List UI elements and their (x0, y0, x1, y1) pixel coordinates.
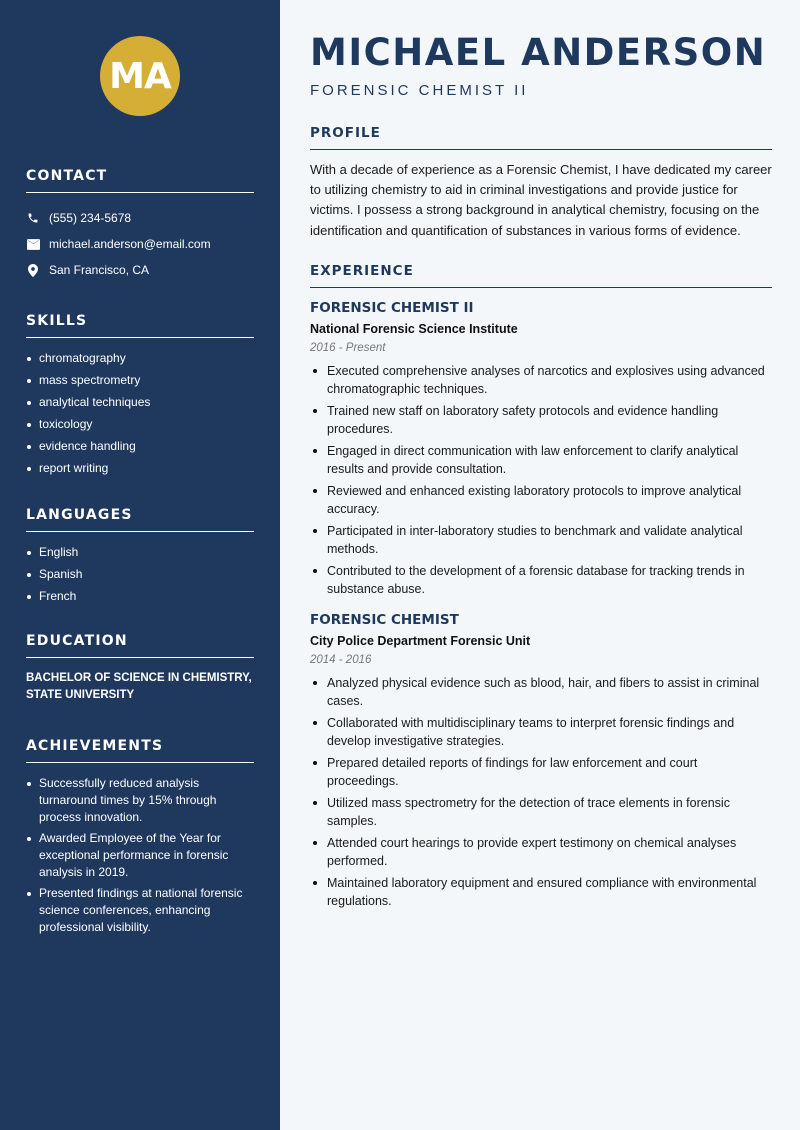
skill-item: mass spectrometry (26, 372, 254, 389)
contact-location-text: San Francisco, CA (49, 263, 150, 277)
phone-icon (26, 211, 40, 225)
achievements-list (26, 775, 254, 936)
job-dates: 2014 - 2016 (310, 653, 372, 666)
avatar: MA (100, 36, 180, 116)
contact-list (26, 205, 254, 283)
job-bullet: Utilized mass spectrometry for the detection of trace elements in forensic samples. (310, 794, 772, 830)
job-bullet: Reviewed and enhanced existing laboratory protocols to improve analytical accuracy. (310, 482, 772, 518)
achievement-item: Successfully reduced analysis turnaround times by 15% through process innovation. (26, 775, 254, 826)
contact-heading: CONTACT (26, 168, 254, 193)
achievements-section (26, 738, 254, 936)
education-section (26, 633, 254, 704)
contact-section (26, 168, 254, 283)
education-heading: EDUCATION (26, 633, 254, 658)
education-degree: BACHELOR OF SCIENCE IN CHEMISTRY, STATE UNIVERSITY (26, 672, 252, 701)
job-bullet: Contributed to the development of a forensic database for tracking trends in substance abuse. (310, 562, 772, 598)
job-company: National Forensic Science Institute (310, 321, 518, 336)
contact-email (26, 231, 254, 257)
skill-item: evidence handling (26, 438, 254, 455)
skill-item: chromatography (26, 350, 254, 367)
skill-item: toxicology (26, 416, 254, 433)
job-bullet: Executed comprehensive analyses of narcotics and explosives using advanced chromatographic techniques. (310, 362, 772, 398)
job-bullet: Engaged in direct communication with law enforcement to clarify analytical results and provide consultation. (310, 442, 772, 478)
job-entry (310, 300, 772, 598)
skills-list (26, 350, 254, 477)
job-role: FORENSIC CHEMIST II (310, 299, 474, 316)
candidate-title: FORENSIC CHEMIST II (310, 82, 529, 99)
languages-list (26, 544, 254, 605)
skills-heading: SKILLS (26, 313, 254, 338)
skills-section (26, 313, 254, 477)
contact-email-text: michael.anderson@email.com (49, 237, 211, 251)
achievement-item: Presented findings at national forensic science conferences, enhancing professional visibility. (26, 885, 254, 936)
main-content (310, 0, 772, 914)
profile-text: With a decade of experience as a Forensic Chemist, I have dedicated my career to utilizing chemistry to aid in criminal investigations and provide justice for victims. I possess a strong background in analytical chemistry, focusing on the identification and quantification of substances in various forms of evidence. (310, 162, 772, 238)
profile-section (310, 125, 772, 241)
job-entry (310, 612, 772, 910)
job-bullet: Attended court hearings to provide expert testimony on chemical analyses performed. (310, 834, 772, 870)
job-bullet: Trained new staff on laboratory safety protocols and evidence handling procedures. (310, 402, 772, 438)
job-bullet: Participated in inter-laboratory studies to benchmark and validate analytical methods. (310, 522, 772, 558)
job-dates: 2016 - Present (310, 341, 386, 354)
language-item: French (26, 588, 254, 605)
job-company: City Police Department Forensic Unit (310, 633, 531, 648)
contact-phone-text: (555) 234-5678 (49, 211, 132, 225)
email-icon (26, 237, 40, 251)
achievements-heading: ACHIEVEMENTS (26, 738, 254, 763)
skill-item: analytical techniques (26, 394, 254, 411)
job-bullet: Maintained laboratory equipment and ensured compliance with environmental regulations. (310, 874, 772, 910)
achievement-item: Awarded Employee of the Year for exceptional performance in forensic analysis in 2019. (26, 830, 254, 881)
sidebar (0, 0, 280, 1130)
job-bullet: Analyzed physical evidence such as blood, hair, and fibers to assist in criminal cases. (310, 674, 772, 710)
language-item: Spanish (26, 566, 254, 583)
job-bullets (310, 362, 772, 598)
profile-heading: PROFILE (310, 125, 772, 150)
contact-location (26, 257, 254, 283)
location-pin-icon (26, 263, 40, 277)
contact-phone (26, 205, 254, 231)
skill-item: report writing (26, 460, 254, 477)
job-bullets (310, 674, 772, 910)
candidate-name: MICHAEL ANDERSON (310, 31, 767, 74)
job-bullet: Collaborated with multidisciplinary teams to interpret forensic findings and develop investigative strategies. (310, 714, 772, 750)
languages-section (26, 507, 254, 605)
language-item: English (26, 544, 254, 561)
experience-heading: EXPERIENCE (310, 263, 772, 288)
languages-heading: LANGUAGES (26, 507, 254, 532)
job-bullet: Prepared detailed reports of findings for law enforcement and court proceedings. (310, 754, 772, 790)
job-role: FORENSIC CHEMIST (310, 611, 459, 628)
experience-section (310, 263, 772, 910)
